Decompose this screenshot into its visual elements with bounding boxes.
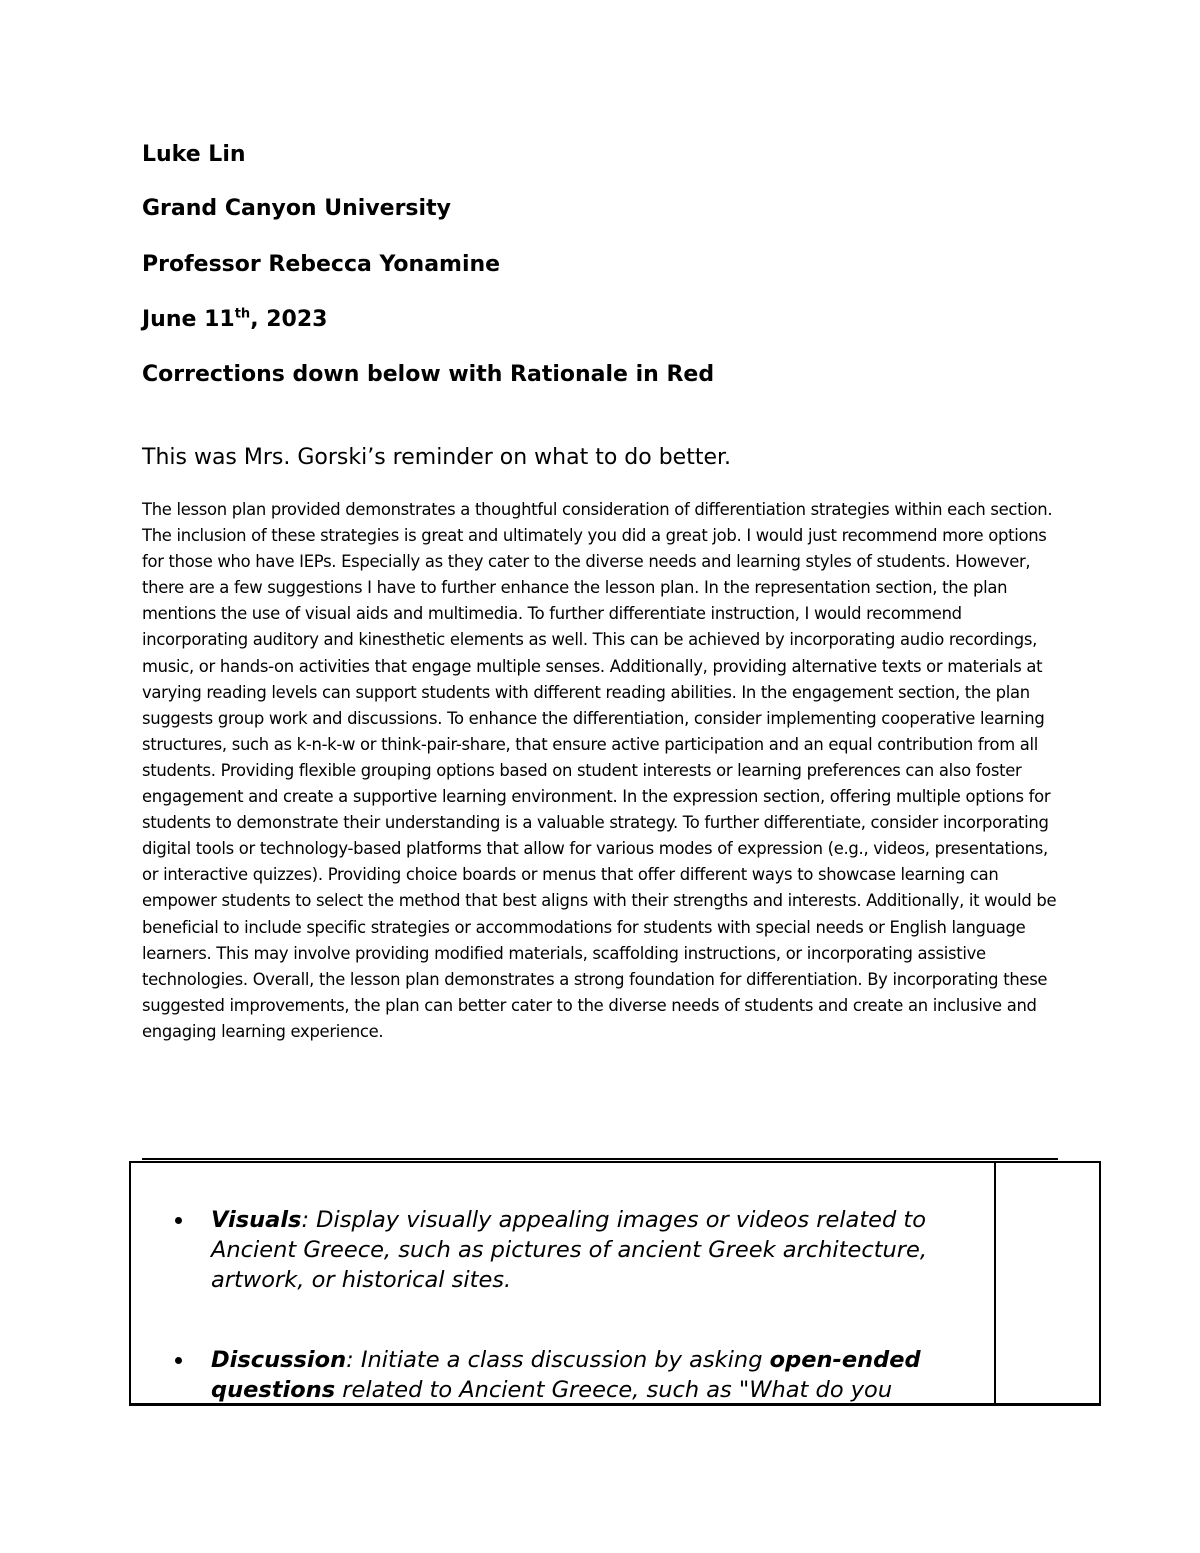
lesson-table (129, 1161, 1101, 1406)
corrections-heading: Corrections down below with Rationale in Red (142, 362, 715, 387)
university-name: Grand Canyon University (142, 196, 451, 221)
bullet-icon (175, 1357, 182, 1364)
bullet-description-end: related to Ancient Greece, such as "What do you (335, 1377, 893, 1403)
bullet-icon (175, 1217, 182, 1224)
document-date (142, 306, 327, 334)
bullet-emphasis: open-ended questions (211, 1347, 921, 1403)
date-ordinal: th (234, 306, 251, 322)
author-name: Luke Lin (142, 142, 246, 167)
date-main: June 11 (142, 307, 235, 332)
bullet-description: : Display visually appealing images or videos related to Ancient Greece, such as pictures of ancient Greek architecture, artwork, or historical sites. (211, 1207, 928, 1293)
bullet-term: Discussion (211, 1347, 347, 1373)
professor-name: Professor Rebecca Yonamine (142, 252, 501, 277)
table-top-rule (142, 1158, 1058, 1160)
reminder-heading: This was Mrs. Gorski’s reminder on what to do better. (142, 445, 732, 470)
bullet-term: Visuals (211, 1207, 302, 1233)
bullet-description-start: : Initiate a class discussion by asking (346, 1347, 770, 1373)
feedback-paragraph: The lesson plan provided demonstrates a thoughtful consideration of differentiation strategies within each section. The inclusion of these strategies is great and ultimately you did a great job. I would just recommend more options for those who have IEPs. Especially as they cater to the diverse needs and learning styles of students. However, there are a few suggestions I have to further enhance the lesson plan. In the representation section, the plan mentions the use of visual aids and multimedia. To further differentiate instruction, I would recommend incorporating auditory and kinesthetic elements as well. This can be achieved by incorporating audio recordings, music, or hands-on activities that engage multiple senses. Additionally, providing alternative texts or materials at varying reading levels can support students with different reading abilities. In the engagement section, the plan suggests group work and discussions. To enhance the differentiation, consider implementing cooperative learning structures, such as k-n-k-w or think-pair-share, that ensure active participation and an equal contribution from all students. Providing flexible grouping options based on student interests or learning preferences can also foster engagement and create a supportive learning environment. In the expression section, offering multiple options for students to demonstrate their understanding is a valuable strategy. To further differentiate, consider incorporating digital tools or technology-based platforms that allow for various modes of expression (e.g., videos, presentations, or interactive quizzes). Providing choice boards or menus that offer different ways to showcase learning can empower students to select the method that best aligns with their strengths and interests. Additionally, it would be beneficial to include specific strategies or accommodations for students with special needs or English language learners. This may involve providing modified materials, scaffolding instructions, or incorporating assistive technologies. Overall, the lesson plan demonstrates a strong foundation for differentiation. By incorporating these suggested improvements, the plan can better cater to the diverse needs of students and create an inclusive and engaging learning experience. (142, 500, 1057, 1041)
table-column-divider (994, 1161, 996, 1404)
date-year: , 2023 (250, 307, 328, 332)
